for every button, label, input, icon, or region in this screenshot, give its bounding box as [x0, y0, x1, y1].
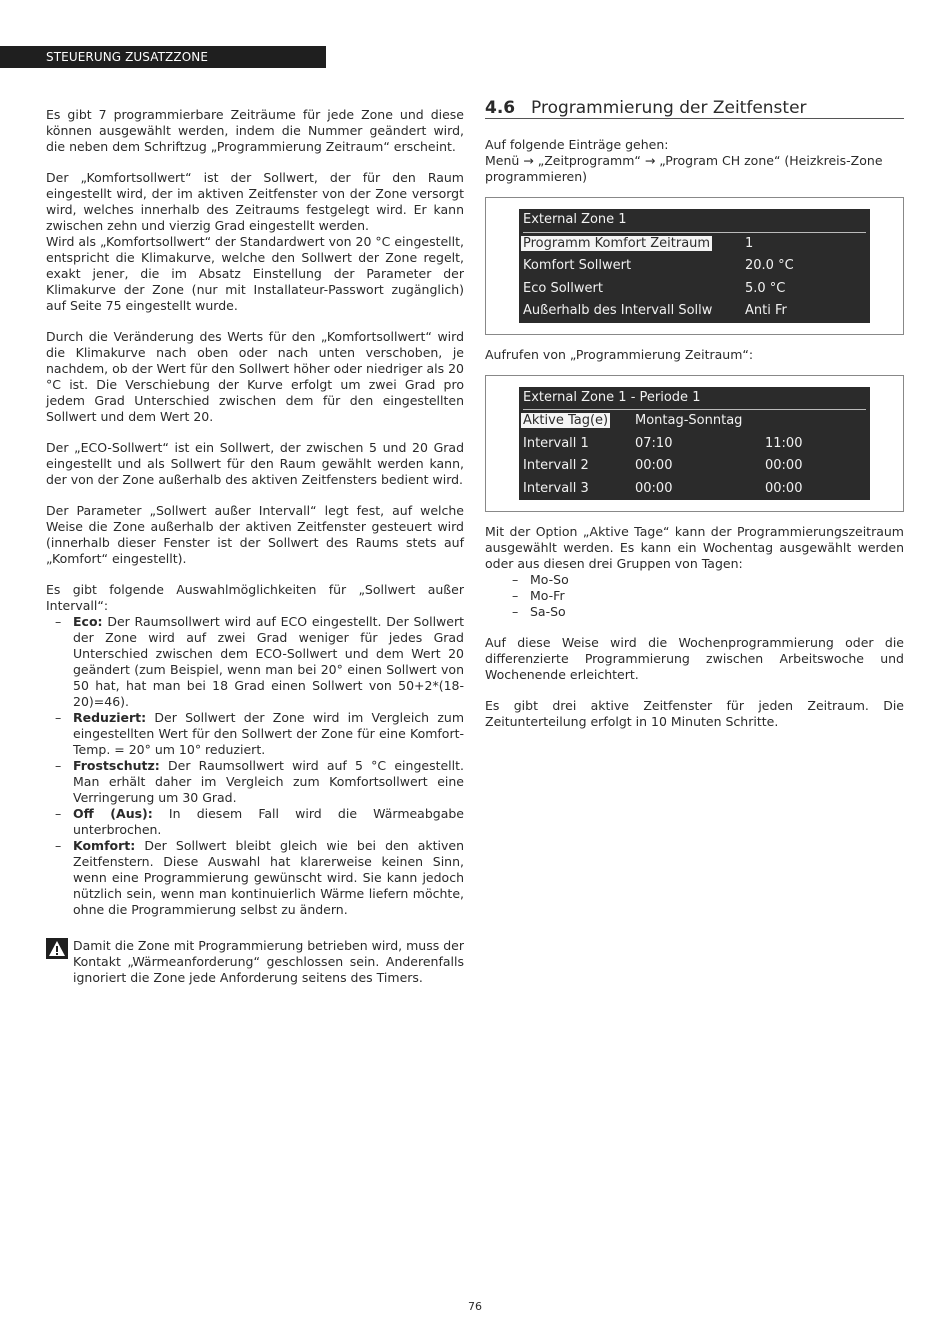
paragraph: Mit der Option „Aktive Tage“ kann der Programmierungszeitraum ausgewählt werden. Es kann ein Wochentag ausgewählt werden oder aus diesen drei Gruppen von Tagen: — [485, 524, 904, 571]
interval-end: 00:00 — [765, 458, 803, 473]
warning-text: Damit die Zone mit Programmierung betrieben wird, muss der Kontakt „Wärmeanforderung“ geschlossen sein. Anderenfalls ignoriert die Zone jede Anforderung seitens des Timers. — [73, 938, 464, 985]
list-item — [73, 710, 464, 758]
paragraph: Auf folgende Einträge gehen: — [485, 137, 669, 152]
screen-row-label: Außerhalb des Intervall Sollw — [523, 303, 713, 318]
paragraph: Aufrufen von „Programmierung Zeitraum“: — [485, 346, 754, 362]
screen-row — [523, 410, 866, 433]
screen-row — [523, 278, 866, 301]
option-list — [46, 614, 464, 918]
screen-row — [523, 255, 866, 278]
list-item: – Sa-So — [530, 604, 904, 620]
screen-row-value: Anti Fr — [745, 303, 787, 318]
warning-icon — [46, 938, 68, 959]
screen-row — [523, 455, 866, 478]
option-term: Eco: — [73, 614, 103, 629]
interval-start: 00:00 — [635, 480, 673, 496]
screen-row-value: 5.0 °C — [745, 280, 786, 296]
section-number: 4.6 — [485, 98, 516, 118]
interval-start: 00:00 — [635, 458, 673, 473]
screen-title-text: External Zone 1 - Periode 1 — [523, 389, 701, 405]
paragraph: Es gibt drei aktive Zeitfenster für jeden Zeitraum. Die Zeitunterteilung erfolgt in 10 Minuten Schritte. — [485, 698, 904, 729]
screen-row-value: Montag-Sonntag — [635, 413, 743, 428]
option-term: Komfort: — [73, 838, 136, 853]
screen-row — [523, 300, 866, 323]
paragraph: Wird als „Komfortsollwert“ der Standardwert von 20 °C eingestellt, entspricht die Klimakurve, welche den Sollwert der Zone regelt, exakt jener, die im Absatz Einstellung der Parameter der Klimakurve der Zone (nur mit Installateur-Passwort zugänglich) auf Seite 75 eingestellt wurde. — [46, 234, 464, 313]
screen-row-value: 1 — [745, 235, 754, 251]
page-number: 76 — [468, 1300, 482, 1313]
list-item: – Mo-So — [530, 572, 904, 588]
screen-row-label: Eco Sollwert — [523, 280, 603, 296]
screen-row-label: Komfort Sollwert — [523, 258, 632, 273]
paragraph: Auf diese Weise wird die Wochenprogrammierung oder die differenzierte Programmierung zwischen Arbeitswoche und Wochenende erleichtert. — [485, 635, 904, 682]
screen-title-text: External Zone 1 — [523, 212, 627, 227]
screen-row-label-selected: Aktive Tag(e) — [523, 413, 609, 428]
right-column — [485, 100, 904, 730]
option-term: Reduziert: — [73, 710, 147, 725]
screen-row — [523, 433, 866, 456]
option-term: Off (Aus): — [73, 806, 153, 821]
screen-row — [523, 478, 866, 501]
screen-row-label: Intervall 2 — [523, 458, 589, 473]
interval-end: 00:00 — [765, 480, 803, 496]
interval-start: 07:10 — [635, 435, 673, 451]
warning-note — [46, 938, 464, 986]
paragraph: Durch die Veränderung des Werts für den „Komfortsollwert“ wird die Klimakurve nach oben oder nach unten verschoben, je nachdem, ob der Wert für den Sollwert höher oder niedriger als 20 °C ist. Die Verschiebung der Kurve erfolgt um zwei Grad pro jedem Grad Unterschied zwischen dem für den eingestellten Sollwert und dem Wert 20. — [46, 329, 464, 424]
list-item — [73, 614, 464, 710]
menu-path: Menü → „Zeitprogramm“ → „Program CH zone“ (Heizkreis-Zone programmieren) — [485, 153, 883, 184]
option-term: Frostschutz: — [73, 758, 160, 773]
option-text: Der Raumsollwert wird auf 5 °C eingestellt. Man erhält daher im Vergleich zum Komfortsollwert eine Verringerung um 30 Grad. — [73, 758, 464, 805]
screen-title — [523, 387, 866, 411]
display-screen-period — [519, 387, 870, 501]
screen-row-label-selected: Programm Komfort Zeitraum — [523, 235, 711, 251]
left-column — [46, 107, 464, 986]
interval-end: 11:00 — [765, 435, 803, 451]
paragraph: Es gibt folgende Auswahlmöglichkeiten für „Sollwert außer Intervall“: — [46, 582, 464, 613]
option-text: Der Raumsollwert wird auf ECO eingestellt. Der Sollwert der Zone wird auf zwei Grad weniger für jedes Grad Unterschied zwischen dem ECO-Sollwert und dem Wert 20 geändert (zum Beispiel, wenn man bei 20° einen Sollwert von 50 hat, hat man bei 18 Grad einen Sollwert von 50+2*(18-20)=46). — [73, 614, 464, 709]
display-screen-zone — [519, 209, 870, 323]
screen-title — [523, 209, 866, 233]
display-screen-frame — [485, 375, 904, 513]
option-text: Der Sollwert bleibt gleich wie bei den aktiven Zeitfenstern. Diese Auswahl hat klarerweise keinen Sinn, wenn eine Programmierung gewünscht wird. Sie kann jedoch nützlich sein, wenn man kontinuierlich Wärme liefern möchte, ohne die Programmierung selbst zu ändern. — [73, 838, 464, 917]
screen-row-label: Intervall 3 — [523, 480, 589, 496]
display-screen-frame — [485, 197, 904, 335]
list-item — [73, 806, 464, 838]
list-item — [73, 758, 464, 806]
option-text: In diesem Fall wird die Wärmeabgabe unterbrochen. — [73, 806, 464, 837]
section-header-bar — [0, 46, 326, 68]
paragraph: Der „ECO-Sollwert“ ist ein Sollwert, der zwischen 5 und 20 Grad eingestellt und als Sollwert für den Raum gewählt werden kann, der von der Zone außerhalb des aktiven Zeitfensters bedient wird. — [46, 440, 464, 487]
option-text: Der Sollwert der Zone wird im Vergleich zum eingestellten Wert für den Sollwert der Zone für eine Komfort-Temp. = 20° um 10° reduziert. — [73, 710, 464, 757]
section-header-title: STEUERUNG ZUSATZZONE — [46, 50, 209, 64]
section-title: Programmierung der Zeitfenster — [531, 98, 807, 118]
paragraph: Es gibt 7 programmierbare Zeiträume für jede Zone und diese können ausgewählt werden, indem die Nummer geändert wird, die neben dem Schriftzug „Programmierung Zeitraum“ erscheint. — [46, 107, 464, 154]
list-item — [73, 838, 464, 918]
paragraph: Der Parameter „Sollwert außer Intervall“ legt fest, auf welche Weise die Zone außerhalb der aktiven Zeitfenster gesteuert wird (innerhalb dieser Fenster ist der Sollwert des Raums stets auf „Komfort“ eingestellt). — [46, 503, 464, 566]
screen-row-label: Intervall 1 — [523, 435, 589, 451]
screen-row — [523, 233, 866, 256]
section-heading — [485, 100, 904, 119]
screen-row-value: 20.0 °C — [745, 258, 794, 273]
paragraph: Der „Komfortsollwert“ ist der Sollwert, der für den Raum eingestellt wird, der im aktiven Zeitfenster von der Zone versorgt wird, welches innerhalb des Zeitraums festgelegt wird. Er kann zwischen zehn und vierzig Grad eingestellt werden. — [46, 170, 464, 233]
day-group-list — [485, 572, 904, 620]
list-item: – Mo-Fr — [530, 588, 904, 604]
